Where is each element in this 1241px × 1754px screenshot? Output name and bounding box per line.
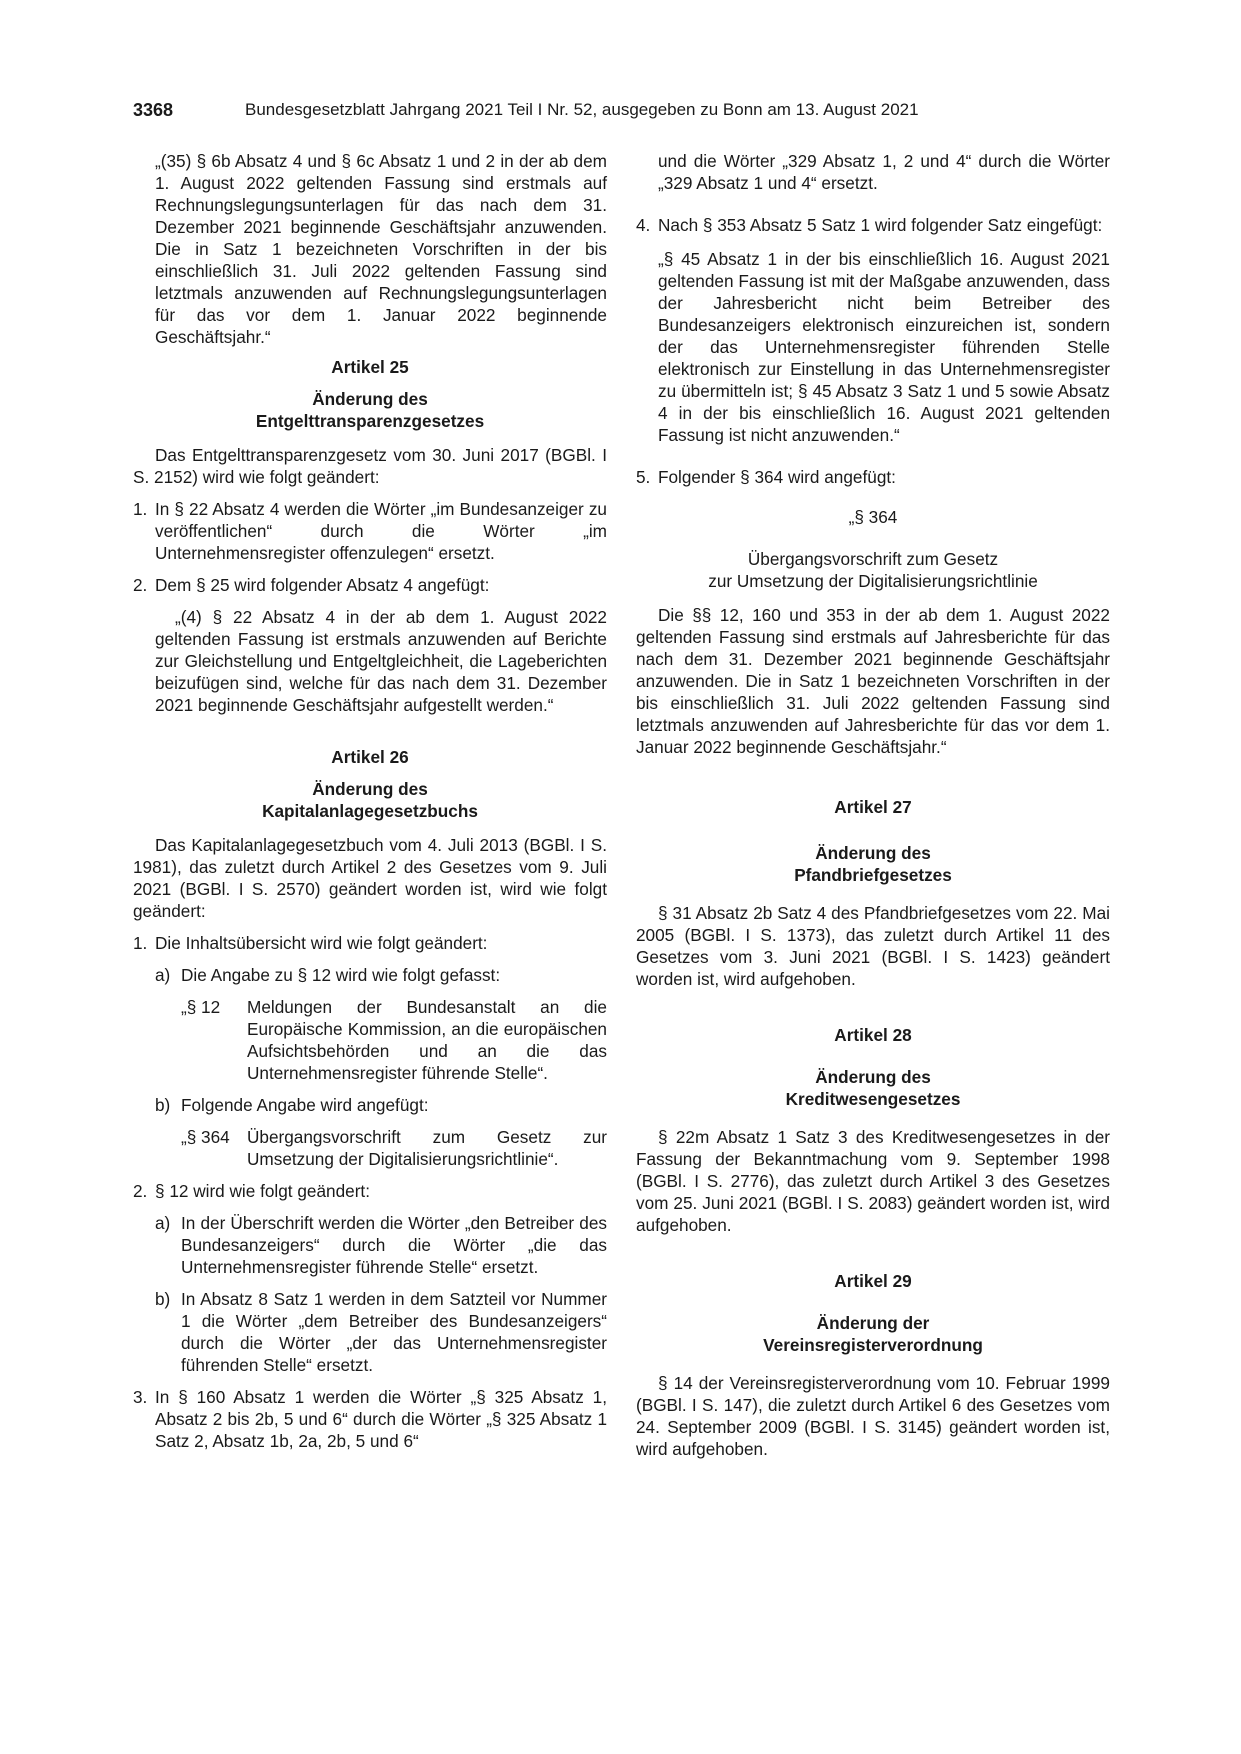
article-26-item-2b — [133, 1288, 607, 1376]
section-364-heading: „§ 364 — [848, 507, 898, 527]
article-25-title-line1: Änderung des — [312, 389, 428, 409]
toc-entry-364 — [133, 1126, 607, 1170]
article-28-title-line2: Kreditwesengesetzes — [785, 1089, 961, 1109]
gazette-title: Bundesgesetzblatt Jahrgang 2021 Teil I Nr. 52, ausgegeben zu Bonn am 13. August 2021 — [245, 100, 919, 119]
article-27-title-line1: Änderung des — [815, 843, 931, 863]
left-column — [133, 150, 607, 1452]
item-number: 2. — [133, 1181, 148, 1201]
subitem-text: In Absatz 8 Satz 1 werden in dem Satzteil vor Nummer 1 die Wörter „dem Betreiber des Bundesanzeigers“ durch die Wörter „der das Unternehmensregister führenden Stelle“ ersetzt. — [181, 1289, 607, 1375]
article-25-label: Artikel 25 — [331, 357, 409, 377]
item-3-continuation: und die Wörter „329 Absatz 1, 2 und 4“ durch die Wörter „329 Absatz 1 und 4“ ersetzt. — [658, 151, 1110, 193]
toc-entry-key: „§ 12 — [181, 997, 221, 1017]
article-26-item-1 — [133, 932, 607, 954]
item-text: Die Inhaltsübersicht wird wie folgt geändert: — [155, 933, 488, 953]
item-text: Folgender § 364 wird angefügt: — [658, 467, 896, 487]
article-26-item-2a — [133, 1212, 607, 1278]
article-25-item-2 — [133, 574, 607, 596]
subitem-letter: a) — [155, 965, 171, 985]
article-26-label: Artikel 26 — [331, 747, 409, 767]
article-29-text: § 14 der Vereinsregisterverordnung vom 10. Februar 1999 (BGBl. I S. 147), die zuletzt durch Artikel 6 des Gesetzes vom 24. September 2009 (BGBl. I S. 3145) geändert worden ist, wird aufgehoben. — [636, 1373, 1110, 1459]
article-26-item-5 — [636, 466, 1110, 488]
item-number: 1. — [133, 933, 148, 953]
section-364-title-line1: Übergangsvorschrift zum Gesetz — [747, 549, 999, 569]
subitem-letter: b) — [155, 1289, 171, 1309]
item-text: Nach § 353 Absatz 5 Satz 1 wird folgender Satz eingefügt: — [658, 215, 1103, 235]
toc-entry-value: Übergangsvorschrift zum Gesetz zur Umsetzung der Digitalisierungsrichtlinie“. — [247, 1127, 607, 1169]
item-number: 3. — [133, 1387, 148, 1407]
article-29-title-line1: Änderung der — [816, 1313, 930, 1333]
article-26-title-line1: Änderung des — [312, 779, 428, 799]
article-27-title-line2: Pfandbriefgesetzes — [794, 865, 952, 885]
article-25-intro: Das Entgelttransparenzgesetz vom 30. Juni 2017 (BGBl. I S. 2152) wird wie folgt geändert: — [133, 445, 607, 487]
article-26-item-4 — [636, 214, 1110, 236]
subitem-text: In der Überschrift werden die Wörter „den Betreiber des Bundesanzeigers“ durch die Wörter „die das Unternehmensregister führende Stelle“ ersetzt. — [181, 1213, 607, 1277]
section-364-text: Die §§ 12, 160 und 353 in der ab dem 1. August 2022 geltenden Fassung sind erstmals auf Jahresberichte für das nach dem 31. Dezember 2021 beginnende Geschäftsjahr anzuwenden. Die in Satz 1 bezeichneten Vorschriften in der bis einschließlich 31. Juli 2022 geltenden Fassung sind letztmals anzuwenden auf Jahresberichte für das vor dem 1. Januar 2022 beginnende Geschäftsjahr.“ — [636, 605, 1110, 757]
paragraph-35-quote: „(35) § 6b Absatz 4 und § 6c Absatz 1 und 2 in der ab dem 1. August 2022 geltenden Fassung sind erstmals auf Rechnungslegungsunterlagen für das nach dem 31. Dezember 2021 beginnende Geschäftsjahr anzuwenden. Die in Satz 1 bezeichneten Vorschriften in der bis einschließlich 31. Juli 2022 geltenden Fassung sind letztmals anzuwenden auf Rechnungslegungsunterlagen für das vor dem 1. Januar 2022 beginnende Geschäftsjahr.“ — [155, 151, 607, 347]
item-text: § 12 wird wie folgt geändert: — [155, 1181, 370, 1201]
article-25-item-1 — [133, 498, 607, 564]
subitem-text: Folgende Angabe wird angefügt: — [181, 1095, 429, 1115]
item-number: 4. — [636, 215, 651, 235]
page-number: 3368 — [133, 100, 174, 120]
item-text: In § 22 Absatz 4 werden die Wörter „im Bundesanzeiger zu veröffentlichen“ durch die Wörter „im Unternehmensregister offenzulegen“ ersetzt. — [155, 499, 607, 563]
item-text: In § 160 Absatz 1 werden die Wörter „§ 325 Absatz 1, Absatz 2 bis 2b, 5 und 6“ durch die Wörter „§ 325 Absatz 1 Satz 2, Absatz 1b, 2a, 2b, 5 und 6“ — [155, 1387, 607, 1451]
article-26-title-line2: Kapitalanlagegesetzbuchs — [262, 801, 478, 821]
article-29-label: Artikel 29 — [834, 1271, 912, 1291]
item-number: 1. — [133, 499, 148, 519]
section-364-title-line2: zur Umsetzung der Digitalisierungsrichtlinie — [708, 571, 1038, 591]
article-28-label: Artikel 28 — [834, 1025, 912, 1045]
item-number: 2. — [133, 575, 148, 595]
article-25-quote: „(4) § 22 Absatz 4 in der ab dem 1. August 2022 geltenden Fassung ist erstmals anzuwenden auf Berichte zur Gleichstellung und Entgeltgleichheit, die Lageberichten beizufügen sind, welche für das nach dem 31. Dezember 2021 beginnende Geschäftsjahr aufgestellt werden.“ — [155, 607, 607, 715]
article-26-item-1b — [133, 1094, 607, 1116]
subitem-letter: a) — [155, 1213, 171, 1233]
article-29-title-line2: Vereinsregisterverordnung — [763, 1335, 983, 1355]
article-26-item-1a — [133, 964, 607, 986]
toc-entry-key: „§ 364 — [181, 1127, 230, 1147]
article-28-title-line1: Änderung des — [815, 1067, 931, 1087]
article-28-text: § 22m Absatz 1 Satz 3 des Kreditwesengesetzes in der Fassung der Bekanntmachung vom 9. September 1998 (BGBl. I S. 2776), das zuletzt durch Artikel 3 des Gesetzes vom 25. Juni 2021 (BGBl. I S. 2083) geändert worden ist, wird aufgehoben. — [636, 1127, 1110, 1235]
article-27-label: Artikel 27 — [834, 797, 912, 817]
article-27-text: § 31 Absatz 2b Satz 4 des Pfandbriefgesetzes vom 22. Mai 2005 (BGBl. I S. 1373), das zuletzt durch Artikel 11 des Gesetzes vom 3. Juni 2021 (BGBl. I S. 1423) geändert worden ist, wird aufgehoben. — [636, 903, 1110, 989]
subitem-text: Die Angabe zu § 12 wird wie folgt gefasst: — [181, 965, 501, 985]
article-26-item-3 — [133, 1386, 607, 1452]
item-4-quote: „§ 45 Absatz 1 in der bis einschließlich 16. August 2021 geltenden Fassung ist mit der Maßgabe anzuwenden, dass der Jahresbericht nicht beim Betreiber des Bundesanzeigers elektronisch einzureichen ist, sondern der das Unternehmensregister führenden Stelle elektronisch zur Einstellung in das Unternehmensregister zu übermitteln ist; § 45 Absatz 3 Satz 1 und 5 sowie Absatz 4 in der bis einschließlich 16. August 2021 geltenden Fassung ist nicht anzuwenden.“ — [658, 249, 1110, 445]
toc-entry-value: Meldungen der Bundesanstalt an die Europäische Kommission, an die europäischen Aufsichtsbehörden und an die das Unternehmensregister führende Stelle“. — [247, 997, 607, 1083]
toc-entry-12 — [133, 996, 607, 1084]
item-text: Dem § 25 wird folgender Absatz 4 angefügt: — [155, 575, 490, 595]
article-25-title-line2: Entgelttransparenzgesetzes — [255, 411, 485, 431]
right-column — [636, 150, 1110, 1460]
subitem-letter: b) — [155, 1095, 171, 1115]
item-number: 5. — [636, 467, 651, 487]
article-26-intro: Das Kapitalanlagegesetzbuch vom 4. Juli 2013 (BGBl. I S. 1981), das zuletzt durch Artikel 2 des Gesetzes vom 9. Juli 2021 (BGBl. I S. 2570) geändert worden ist, wird wie folgt geändert: — [133, 835, 607, 921]
article-26-item-2 — [133, 1180, 607, 1202]
